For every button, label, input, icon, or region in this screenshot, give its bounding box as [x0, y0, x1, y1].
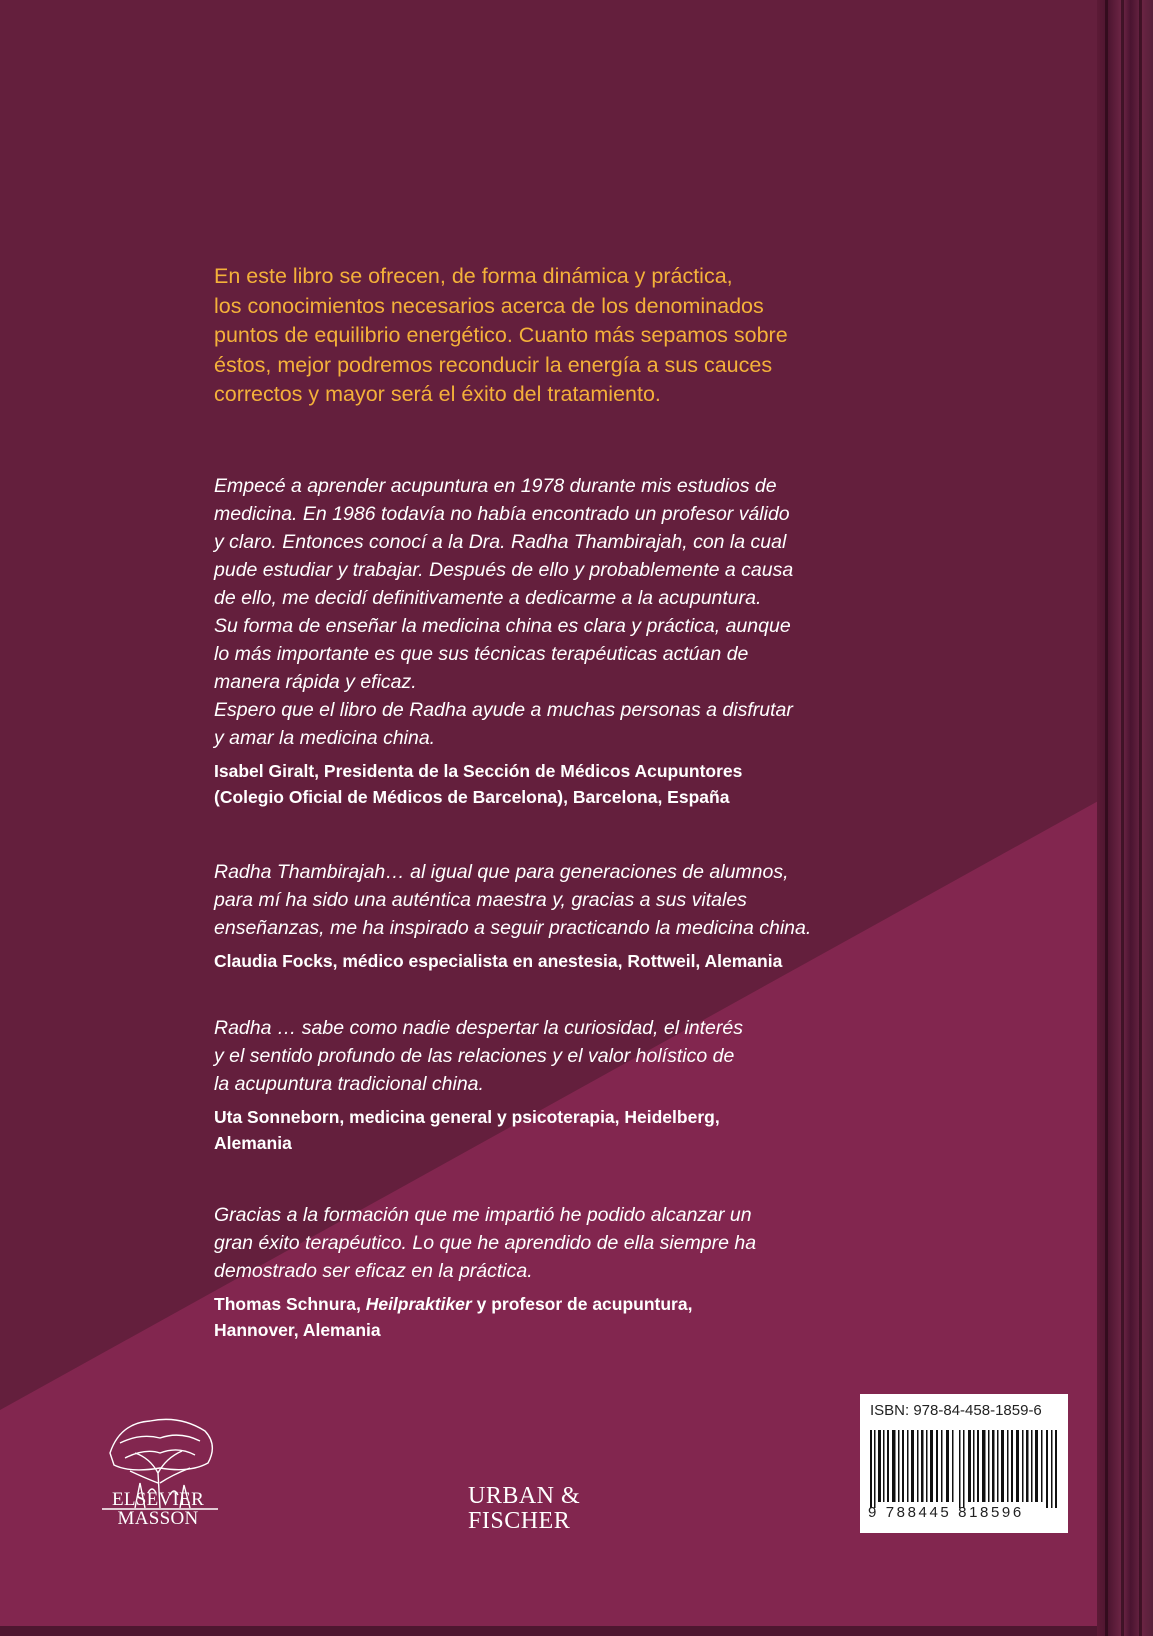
testimonial-author — [214, 758, 974, 810]
author-line: (Colegio Oficial de Médicos de Barcelona), Barcelona, España — [214, 787, 730, 807]
quote-line: lo más importante es que sus técnicas terapéuticas actúan de — [214, 643, 749, 665]
fischer-label: FISCHER — [468, 1508, 571, 1534]
quote-line: y amar la medicina china. — [214, 727, 436, 749]
author-line: Claudia Focks, médico especialista en anestesia, Rottweil, Alemania — [214, 951, 783, 971]
testimonial-quote — [214, 858, 974, 942]
book-spine — [1097, 0, 1153, 1636]
testimonial-1 — [214, 472, 974, 810]
testimonial-author — [214, 1291, 974, 1343]
testimonial-quote — [214, 472, 974, 752]
quote-line: la acupuntura tradicional china. — [214, 1073, 484, 1095]
author-name: Thomas Schnura, — [214, 1294, 366, 1314]
barcode-number: 9 788445 818596 — [868, 1504, 1024, 1521]
quote-line: Gracias a la formación que me impartió he podido alcanzar un — [214, 1204, 752, 1226]
quote-line: de ello, me decidí definitivamente a dedicarme a la acupuntura. — [214, 587, 762, 609]
quote-line: manera rápida y eficaz. — [214, 671, 417, 693]
author-title-italic: Heilpraktiker — [365, 1294, 472, 1314]
testimonial-author — [214, 1104, 974, 1156]
blurb-line: correctos y mayor será el éxito del tratamiento. — [214, 382, 661, 406]
isbn-label: ISBN: 978-84-458-1859-6 — [870, 1402, 1042, 1419]
quote-line: y el sentido profundo de las relaciones y el valor holístico de — [214, 1045, 735, 1067]
author-line: Uta Sonneborn, medicina general y psicoterapia, Heidelberg, — [214, 1107, 720, 1127]
quote-line: para mí ha sido una auténtica maestra y, gracias a sus vitales — [214, 889, 747, 911]
elsevier-label: ELSEVIER — [111, 1489, 205, 1510]
isbn-barcode-box — [860, 1394, 1068, 1533]
quote-line: Radha … sabe como nadie despertar la curiosidad, el interés — [214, 1017, 743, 1039]
author-line: Hannover, Alemania — [214, 1320, 381, 1340]
quote-line: gran éxito terapéutico. Lo que he aprendido de ella siempre ha — [214, 1232, 757, 1254]
testimonial-quote — [214, 1014, 974, 1098]
urban-fischer-logo — [468, 1484, 608, 1534]
quote-line: enseñanzas, me ha inspirado a seguir practicando la medicina china. — [214, 917, 812, 939]
author-line: Alemania — [214, 1133, 292, 1153]
author-line: Isabel Giralt, Presidenta de la Sección de Médicos Acupuntores — [214, 761, 743, 781]
quote-line: Radha Thambirajah… al igual que para generaciones de alumnos, — [214, 861, 789, 883]
quote-line: Su forma de enseñar la medicina china es clara y práctica, aunque — [214, 615, 791, 637]
elsevier-masson-logo-text — [96, 1490, 220, 1528]
quote-line: demostrado ser eficaz en la práctica. — [214, 1260, 533, 1282]
quote-line: pude estudiar y trabajar. Después de ello y probablemente a causa — [214, 559, 794, 581]
barcode-image — [868, 1430, 1060, 1508]
quote-line: y claro. Entonces conocí a la Dra. Radha Thambirajah, con la cual — [214, 531, 787, 553]
quote-line: Empecé a aprender acupuntura en 1978 durante mis estudios de — [214, 475, 777, 497]
testimonial-author — [214, 948, 974, 974]
author-line — [214, 1291, 974, 1317]
testimonial-3 — [214, 1014, 974, 1156]
urban-label: URBAN & — [468, 1483, 581, 1509]
cover-bottom-edge — [0, 1626, 1100, 1636]
testimonial-2 — [214, 858, 974, 974]
testimonial-4 — [214, 1201, 974, 1343]
blurb-line: En este libro se ofrecen, de forma dinámica y práctica, — [214, 264, 733, 288]
quote-line: medicina. En 1986 todavía no había encontrado un profesor válido — [214, 503, 790, 525]
blurb-line: puntos de equilibrio energético. Cuanto más sepamos sobre — [214, 323, 788, 347]
author-role: y profesor de acupuntura, — [471, 1294, 693, 1314]
masson-label: MASSON — [117, 1508, 199, 1529]
blurb-paragraph — [214, 262, 974, 410]
blurb-line: los conocimientos necesarios acerca de los denominados — [214, 293, 764, 318]
testimonial-quote — [214, 1201, 974, 1285]
blurb-line: éstos, mejor podremos reconducir la energía a sus cauces — [214, 352, 773, 377]
quote-line: Espero que el libro de Radha ayude a muchas personas a disfrutar — [214, 699, 793, 721]
